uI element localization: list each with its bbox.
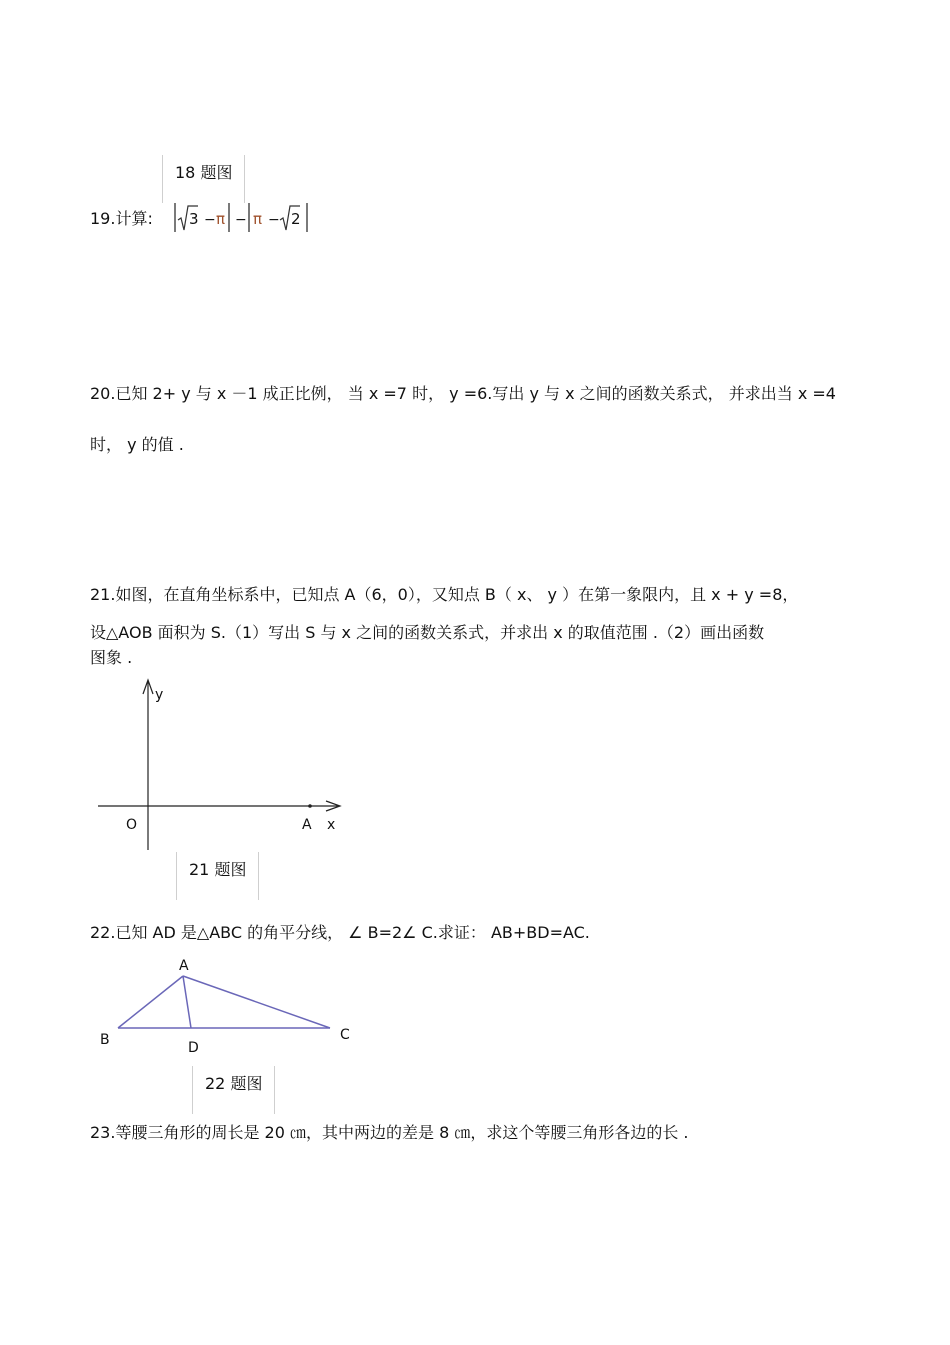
y-axis-label: y xyxy=(155,687,164,703)
question-21-line-1: 21.如图，在直角坐标系中，已知点 A（6，0），又知点 B（ x、 y ）在第一象限内，且 x + y =8， xyxy=(90,585,799,604)
question-23-text: 23.等腰三角形的周长是 20 ㎝，其中两边的差是 8 ㎝，求这个等腰三角形各边的长 . xyxy=(90,1123,689,1142)
radicand-2: 2 xyxy=(291,210,301,228)
figure-18-caption-text: 18 题图 xyxy=(175,163,233,182)
question-19 xyxy=(90,206,153,229)
figure-22-caption xyxy=(192,1066,275,1114)
figure-22-caption-text: 22 题图 xyxy=(205,1074,263,1093)
segment-ad xyxy=(183,976,191,1028)
question-22-text: 22.已知 AD 是△ABC 的角平分线， ∠ B=2∠ C.求证： AB+BD=AC. xyxy=(90,923,590,942)
point-a-label: A xyxy=(302,817,312,833)
figure-18-caption xyxy=(162,155,245,203)
minus-sign-middle: − xyxy=(235,212,247,228)
vertex-c-label: C xyxy=(340,1027,350,1043)
coordinate-graph xyxy=(90,670,360,855)
point-d-label: D xyxy=(188,1040,199,1056)
x-axis-label: x xyxy=(327,817,336,833)
figure-21-caption-text: 21 题图 xyxy=(189,860,247,879)
vertex-b-label: B xyxy=(100,1032,110,1048)
question-20-line-2: 时， y 的值 . xyxy=(90,435,184,454)
question-19-formula xyxy=(172,200,312,234)
question-21-line-2: 设△AOB 面积为 S.（1）写出 S 与 x 之间的函数关系式，并求出 x 的取值范围 .（2）画出函数 xyxy=(90,623,765,642)
origin-label: O xyxy=(126,817,138,833)
radicand-1: 3 xyxy=(189,210,199,228)
pi-symbol-1: π xyxy=(216,210,226,228)
minus-sign-1: − xyxy=(204,212,216,228)
segment-ab xyxy=(118,976,183,1028)
segment-ac xyxy=(183,976,330,1028)
point-a xyxy=(308,804,312,808)
question-21-line-3: 图象 . xyxy=(90,648,133,667)
vertex-a-label: A xyxy=(179,958,189,974)
question-20-line-1: 20.已知 2+ y 与 x －1 成正比例， 当 x =7 时， y =6.写出 y 与 x 之间的函数关系式， 并求出当 x =4 xyxy=(90,384,836,403)
triangle-abc-diagram xyxy=(90,950,370,1060)
figure-21-caption xyxy=(176,852,259,900)
question-19-prefix: 19.计算: xyxy=(90,209,153,228)
minus-sign-2: − xyxy=(268,212,280,228)
pi-symbol-2: π xyxy=(253,210,263,228)
